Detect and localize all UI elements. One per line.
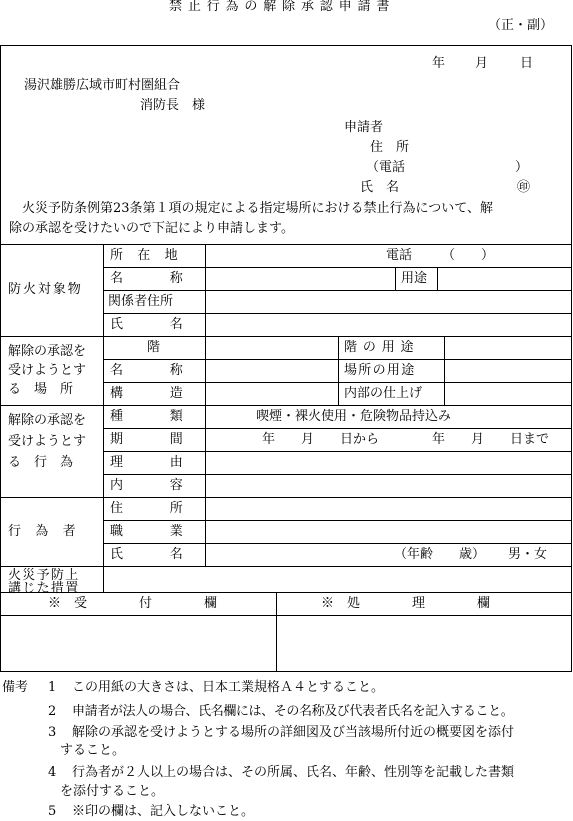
actor-name-label: 氏名 (110, 547, 230, 562)
applicant-name-label: 氏 名 (360, 180, 400, 195)
actor-job-label: 職業 (110, 524, 230, 539)
place-divider (444, 336, 445, 405)
act-period-to: 年 月 日まで (432, 432, 550, 447)
date-day-label: 日 (520, 56, 534, 71)
actor-sex: 男・女 (508, 547, 548, 562)
request-statement-line1: 火災予防条例第23条第１項の規定による指定場所における禁止行為について、解 (22, 201, 494, 216)
place-title-line2: 受けようとす (8, 363, 87, 378)
fire-prevention-measures-line2: 講じた措置 (8, 581, 80, 596)
section-line (0, 336, 572, 337)
location-label (110, 249, 198, 262)
fire-object-title: 防火対象物 (8, 282, 83, 297)
act-reason-label: 理由 (110, 455, 230, 470)
act-period-from: 年 月 日から (262, 432, 380, 447)
remark-number: 3 (48, 725, 57, 740)
remark-text: この用紙の大きさは、日本工業規格Ａ４とすること。 (72, 680, 385, 695)
row-line (103, 474, 572, 475)
remarks-heading: 備考 (2, 680, 29, 695)
use-divider (437, 267, 438, 290)
use-divider (395, 267, 396, 290)
object-use-label: 用途 (401, 271, 428, 286)
floor-label: 階 (147, 340, 161, 355)
manager-name-label: 氏名 (110, 317, 230, 332)
act-period-label: 期間 (110, 432, 230, 447)
remark-text-continued: すること。 (60, 743, 126, 758)
act-title-line3: る 行 為 (8, 455, 74, 470)
document-title: 禁止行為の解除承認申請書 (169, 0, 396, 14)
remark-text: 解除の承認を受けようとする場所の詳細図及び当該場所付近の概要図を添付 (72, 725, 515, 740)
structure-label: 構造 (110, 386, 230, 401)
remark-text-continued: を添付すること。 (60, 784, 165, 799)
category-divider (103, 244, 104, 592)
row-line (103, 520, 572, 521)
seal-mark: ㊞ (517, 180, 531, 195)
applicant-label: 申請者 (344, 120, 384, 135)
place-use-label: 場所の用途 (344, 363, 416, 378)
row-line (103, 428, 572, 429)
section-line (0, 592, 572, 593)
row-line (103, 267, 572, 268)
place-title-line1: 解除の承認を (8, 344, 87, 359)
remark-number: 5 (48, 804, 57, 819)
reception-column-header: ※ 受 付 欄 (48, 596, 218, 611)
remark-text: 行為者が２人以上の場合は、その所属、氏名、年齢、性別等を記載した書類 (72, 765, 515, 780)
footer-divider (276, 592, 277, 672)
row-line (103, 313, 572, 314)
place-title-line3: る 場 所 (8, 382, 74, 397)
phone-parens: （ ） (442, 248, 495, 263)
manager-address-label: 関係者住所 (108, 294, 174, 309)
section-line (0, 566, 572, 567)
copy-type-label: （正・副） (488, 18, 554, 33)
fire-prevention-measures-line1: 火災予防上 (8, 568, 80, 583)
object-name-label: 名称 (110, 271, 230, 286)
date-month-label: 月 (475, 56, 489, 71)
place-divider (338, 336, 339, 405)
row-line (103, 543, 572, 544)
act-type-value: 喫煙・裸火使用・危険物品持込み (256, 409, 452, 424)
section-line (0, 405, 572, 406)
interior-finish-label: 内部の仕上げ (344, 386, 423, 401)
phone-label: 電話 (386, 248, 413, 263)
applicant-phone-open: （電話 (366, 160, 406, 175)
remark-number: 1 (48, 680, 57, 695)
floor-use-label: 階の用途 (344, 340, 420, 355)
label-divider (205, 244, 206, 566)
table-top-line (0, 244, 572, 245)
request-statement-line2: 除の承認を受けたいので下記により申請します。 (9, 221, 294, 236)
remark-text: 申請者が法人の場合、氏名欄には、その名称及び代表者氏名を記入すること。 (72, 704, 514, 719)
place-name-label: 名称 (110, 363, 230, 378)
remark-text: ※印の欄は、記入しないこと。 (72, 804, 255, 819)
addressee-organization: 湯沢雄勝広域市町村圏組合 (24, 78, 181, 93)
remark-number: 4 (48, 765, 57, 780)
addressee-chief: 消防長 様 (140, 98, 206, 113)
row-line (103, 451, 572, 452)
row-line (103, 290, 572, 291)
applicant-phone-close: ） (515, 160, 529, 175)
section-line (0, 497, 572, 498)
act-type-label: 種類 (110, 409, 230, 424)
applicant-address-label: 住 所 (370, 140, 410, 155)
application-form (0, 45, 572, 672)
date-year-label: 年 (432, 56, 446, 71)
actor-address-label: 住所 (110, 501, 230, 516)
location-label-text: 所在地 (110, 248, 192, 263)
act-content-label: 内容 (110, 478, 230, 493)
remark-number: 2 (48, 704, 57, 719)
processing-column-header: ※ 処 理 欄 (321, 596, 491, 611)
act-title-line2: 受けようとす (8, 434, 87, 449)
act-title-line1: 解除の承認を (8, 413, 87, 428)
section-line (0, 615, 572, 616)
actor-age: （年齢 歳） (394, 547, 486, 562)
actor-title: 行為者 (8, 524, 90, 539)
